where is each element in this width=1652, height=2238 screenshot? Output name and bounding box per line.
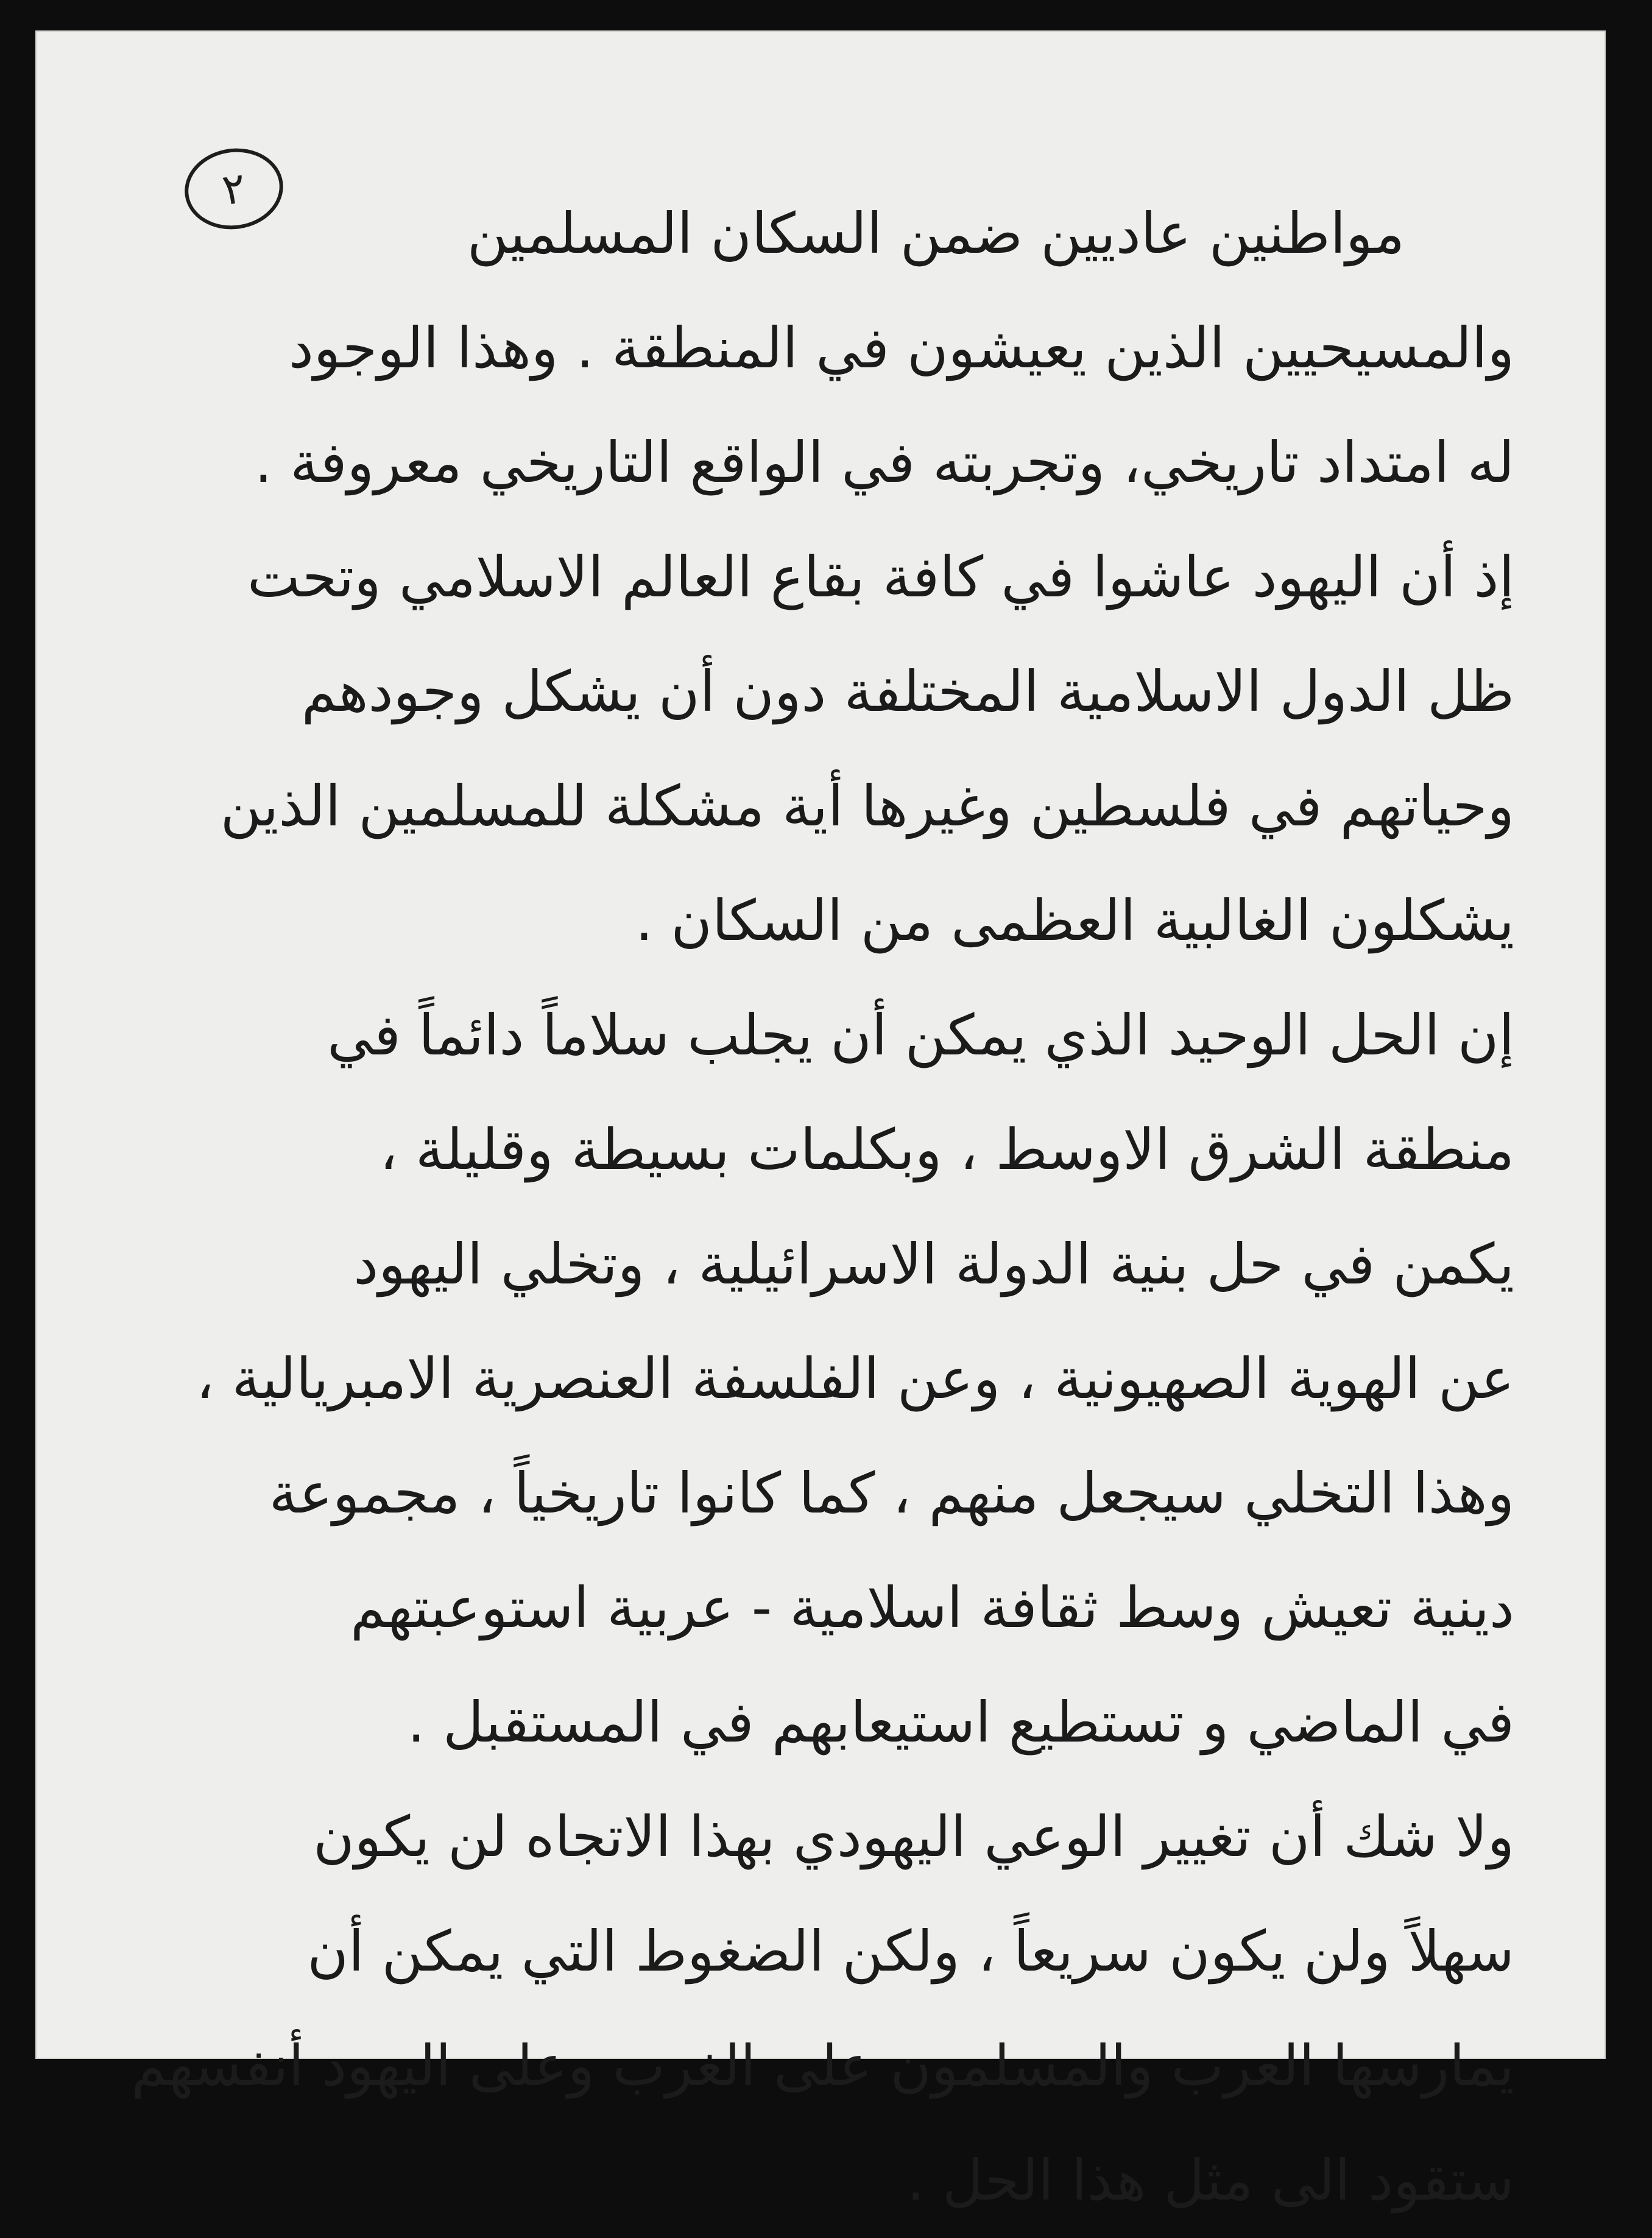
document-page: [35, 30, 1606, 2213]
text-line: والمسيحيين الذين يعيشون في المنطقة . وهذا الوجود: [288, 316, 1514, 381]
text-line: في الماضي و تستطيع استيعابهم في المستقبل .: [407, 1690, 1514, 1755]
text-line: وهذا التخلي سيجعل منهم ، كما كانوا تاريخياً ، مجموعة: [269, 1461, 1514, 1526]
text-line: وحياتهم في فلسطين وغيرها أية مشكلة للمسلمين الذين: [220, 774, 1514, 839]
text-line: له امتداد تاريخي، وتجربته في الواقع التاريخي معروفة .: [254, 430, 1514, 495]
text-line: عن الهوية الصهيونية ، وعن الفلسفة العنصرية الامبريالية ،: [196, 1346, 1514, 1411]
text-line: ولا شك أن تغيير الوعي اليهودي بهذا الاتجاه لن يكون: [313, 1804, 1514, 1869]
text-line: ظل الدول الاسلامية المختلفة دون أن يشكل وجودهم: [301, 659, 1514, 724]
text-line: يشكلون الغالبية العظمى من السكان .: [635, 888, 1514, 953]
text-line: ستقود الى مثل هذا الحل .: [906, 2148, 1514, 2213]
page-number: ٢: [180, 142, 289, 235]
text-line: يمارسها العرب والمسلمون على الغرب وعلى اليهود أنفسهم: [131, 2033, 1514, 2099]
text-line: مواطنين عاديين ضمن السكان المسلمين: [467, 201, 1405, 266]
text-line: إن الحل الوحيد الذي يمكن أن يجلب سلاماً دائماً في: [327, 1003, 1514, 1068]
text-line: منطقة الشرق الاوسط ، وبكلمات بسيطة وقليلة ،: [379, 1117, 1514, 1182]
handwritten-text: [131, 177, 1514, 2238]
text-line: يكمن في حل بنية الدولة الاسرائيلية ، وتخلي اليهود: [353, 1232, 1514, 1297]
text-line: سهلاً ولن يكون سريعاً ، ولكن الضغوط التي يمكن أن: [307, 1919, 1514, 1984]
text-line: إذ أن اليهود عاشوا في كافة بقاع العالم الاسلامي وتحت: [247, 545, 1514, 610]
text-line: دينية تعيش وسط ثقافة اسلامية - عربية استوعبتهم: [350, 1575, 1514, 1640]
